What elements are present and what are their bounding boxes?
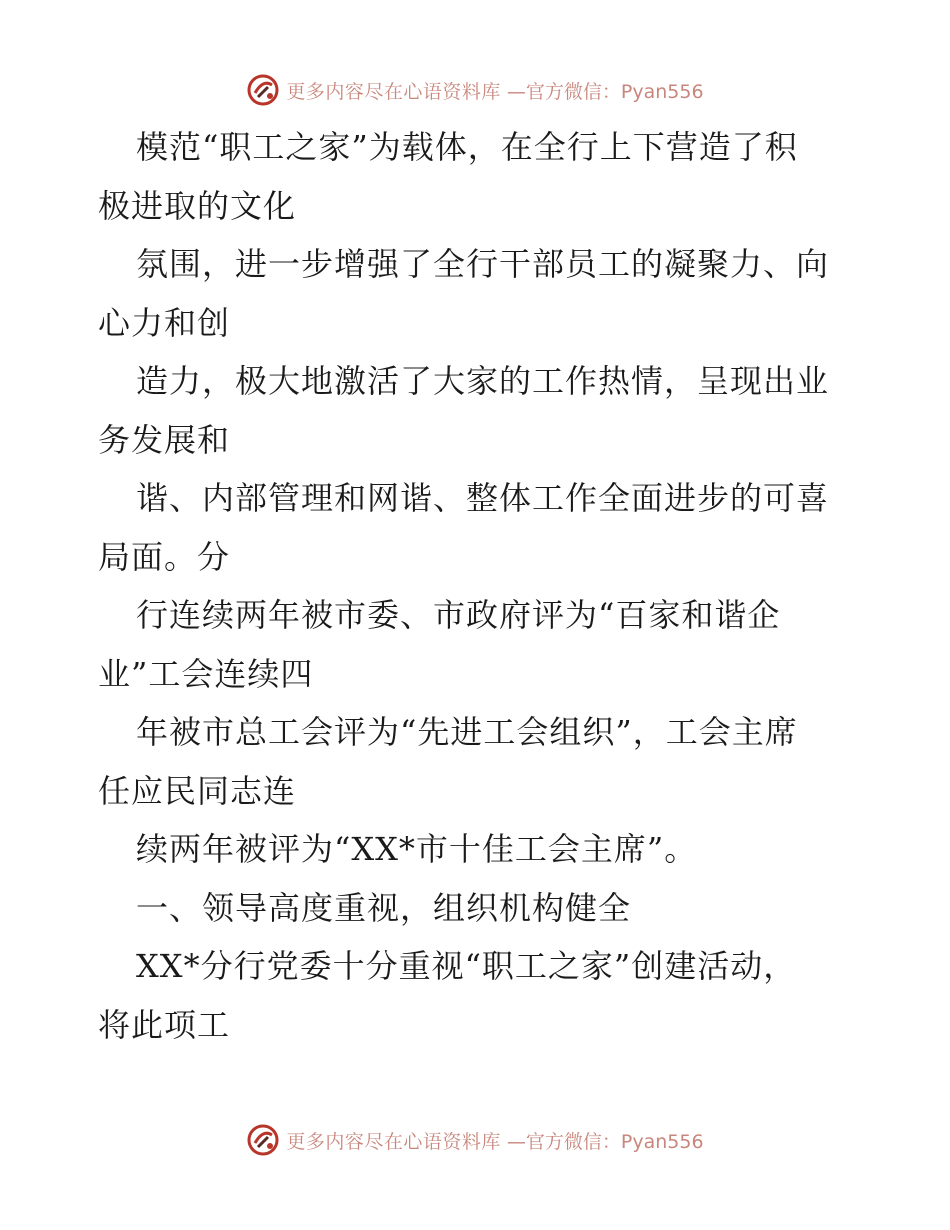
text-line: 务发展和 (98, 420, 231, 459)
text-line: 将此项工 (98, 1005, 231, 1044)
footer-watermark (0, 1120, 950, 1160)
text-line: XX*分行党委十分重视“职工之家”创建活动， (136, 947, 797, 985)
text-line: 业”工会连续四 (98, 654, 314, 693)
text-line: 年被市总工会评为“先进工会组织”，工会主席 (136, 713, 798, 751)
document-body (98, 118, 858, 1054)
header-watermark (0, 70, 950, 110)
text-line: 模范“职工之家”为载体，在全行上下营造了积 (136, 128, 798, 166)
watermark-contact-text: —官方微信：Pyan556 (506, 1130, 704, 1153)
text-line: 谐、内部管理和网谐、整体工作全面进步的可喜 (136, 479, 830, 517)
text-line: 局面。分 (98, 537, 231, 576)
text-line: 行连续两年被市委、市政府评为“百家和谐企 (136, 596, 781, 634)
text-line: 一、领导高度重视，组织机构健全 (136, 888, 632, 927)
text-line: 心力和创 (98, 303, 231, 342)
watermark-contact-text: —官方微信：Pyan556 (506, 80, 704, 103)
text-line: 造力，极大地激活了大家的工作热情，呈现出业 (136, 362, 830, 400)
text-line: 任应民同志连 (98, 771, 297, 810)
text-line: 续两年被评为“XX*市十佳工会主席”。 (136, 830, 698, 868)
watermark-brand-text: 更多内容尽在心语资料库 (286, 80, 501, 103)
brand-logo-icon (246, 1123, 280, 1157)
text-line: 极进取的文化 (98, 186, 297, 225)
text-line: 氛围，进一步增强了全行干部员工的凝聚力、向 (136, 245, 830, 283)
watermark-brand-text: 更多内容尽在心语资料库 (286, 1130, 501, 1153)
brand-logo-icon (246, 73, 280, 107)
